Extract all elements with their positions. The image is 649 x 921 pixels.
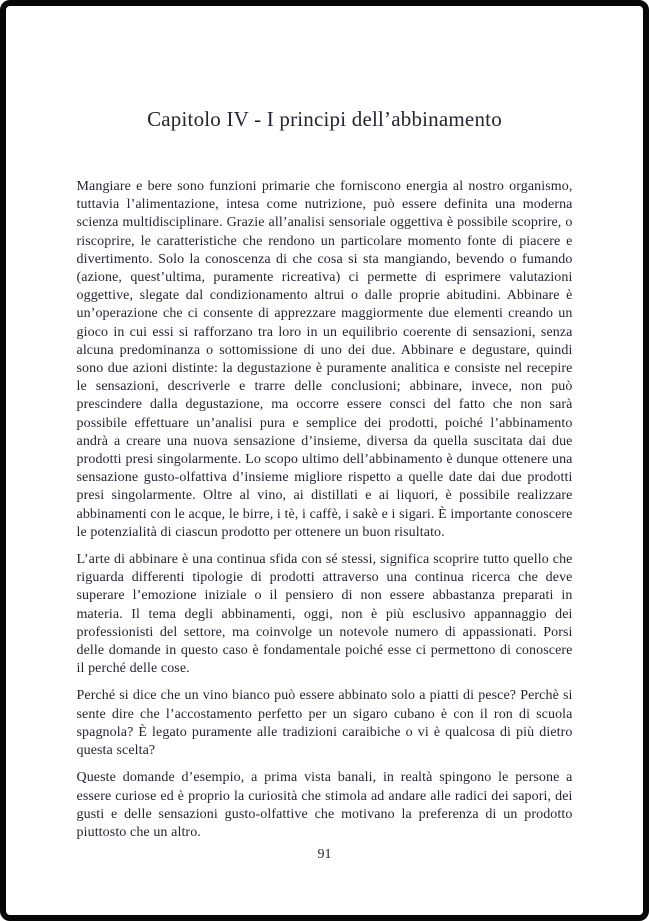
page-body-text [77,178,573,842]
chapter-title: Capitolo IV - I principi dell’abbinamento [147,107,502,131]
paragraph: L’arte di abbinare è una continua sfida con sé stessi, significa scoprire tutto quello che riguarda differenti tipologie di prodotti attraverso una continua ricerca che deve superare l’emozione iniziale o il pensiero di non essere abbastanza preparati in materia. Il tema degli abbinamenti, oggi, non è più esclusivo appannaggio dei professionisti del settore, ma coinvolge un notevole numero di appassionati. Porsi delle domande in questo caso è fondamentale poiché esse ci permettono di conoscere il perché delle cose. [76,552,573,677]
page-number: 91 [317,847,332,862]
paragraph: Mangiare e bere sono funzioni primarie che forniscono energia al nostro organismo, tuttavia l’alimentazione, intesa come nutrizione, può essere definita una moderna scienza multidisciplinare. Grazie all’analisi sensoriale oggettiva è possibile scoprire, o riscoprire, le caratteristiche che rendono un particolare momento fonte di piacere e divertimento. Solo la conoscenza di che cosa si sta mangiando, bevendo o fumando (azione, quest’ultima, puramente ricreativa) ci permette di esprimere valutazioni oggettive, slegate dal condizionamento altrui o dalle proprie abitudini. Abbinare è un’operazione che ci consente di apprezzare maggiormente due elementi creando un gioco in cui essi si rafforzano tra loro in un equilibrio coerente di sensazioni, senza alcuna predominanza o sottomissione di uno dei due. Abbinare e degustare, quindi sono due azioni distinte: la degustazione è puramente analitica e consiste nel recepire le sensazioni, descriverle e trarre delle conclusioni; abbinare, invece, non può prescindere dalla degustazione, ma occorre essere consci del fatto che non sarà possibile effettuare un’analisi pura e semplice dei prodotti, poiché l’abbinamento andrà a creare una nuova sensazione d’insieme, diversa da quella suscitata dai due prodotti presi singolarmente. Lo scopo ultimo dell’abbinamento è dunque ottenere una sensazione gusto-olfattiva d’insieme migliore rispetto a quelle date dai due prodotti presi singolarmente. Oltre al vino, ai distillati e ai liquori, è possibile realizzare abbinamenti con le acque, le birre, i tè, i caffè, i sakè e i sigari. È importante conoscere le potenzialità di ciascun prodotto per ottenere un buon risultato. [76,179,573,540]
paragraph: Perché si dice che un vino bianco può essere abbinato solo a piatti di pesce? Perchè si sente dire che l’accostamento perfetto per un sigaro cubano è con il ron di scuola spagnola? È legato puramente alle tradizioni caraibiche o vi è qualcosa di più dietro questa scelta? [76,688,573,759]
paragraph: Queste domande d’esempio, a prima vista banali, in realtà spingono le persone a essere curiose ed è proprio la curiosità che stimola ad andare alle radici dei sapori, dei gusti e delle sensazioni gusto-olfattive che motivano la preferenza di un prodotto piuttosto che un altro. [76,770,573,840]
